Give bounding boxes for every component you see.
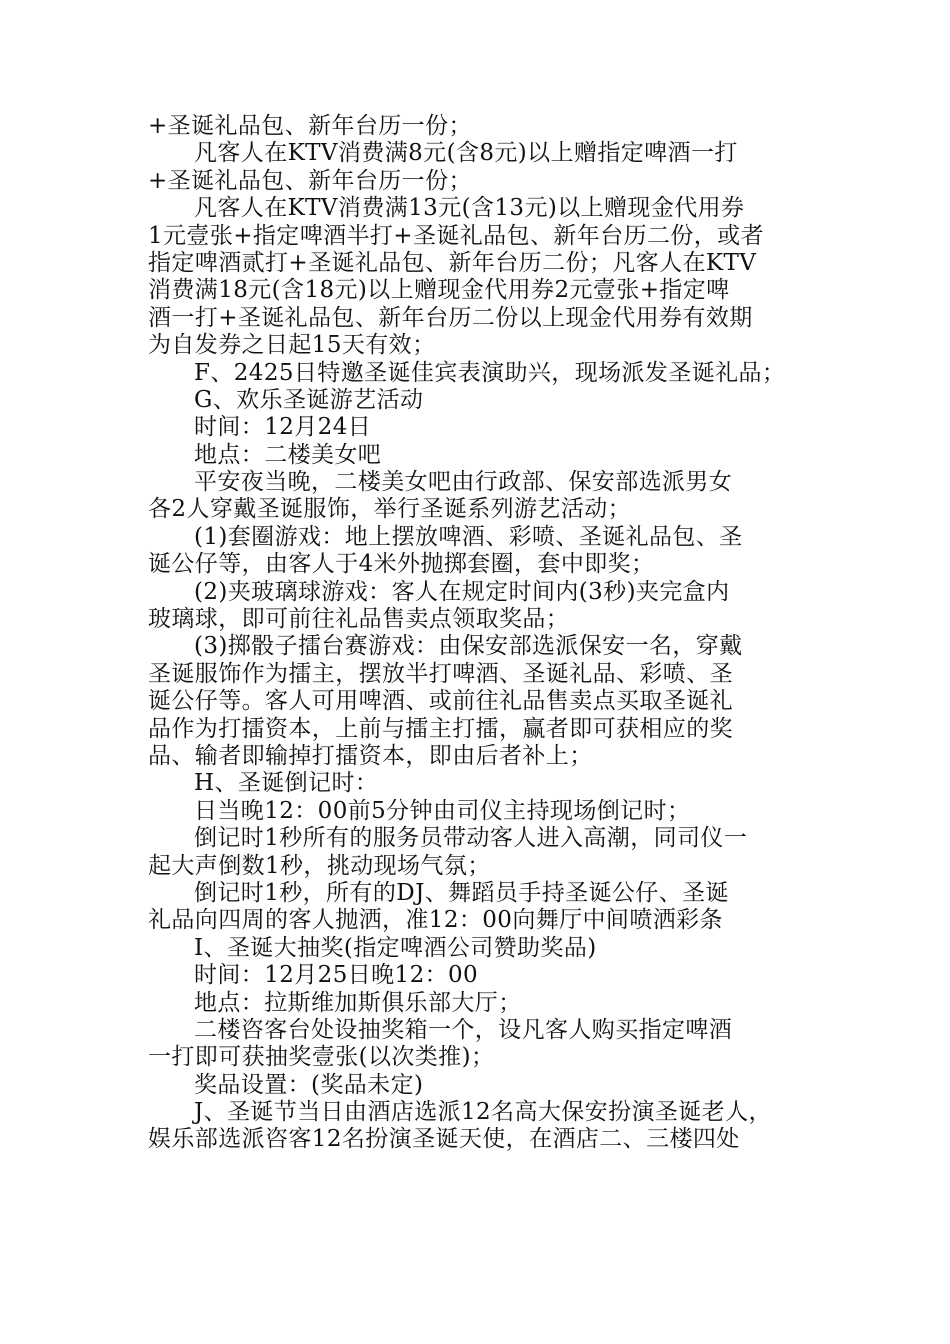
text-line: 诞公仔等，由客人于4米外抛掷套圈，套中即奖； bbox=[148, 551, 655, 578]
text-line: 消费满18元(含18元)以上赠现金代用券2元壹张+指定啤 bbox=[148, 277, 730, 304]
text-line: 圣诞服饰作为擂主，摆放半打啤酒、圣诞礼品、彩喷、圣 bbox=[148, 660, 733, 687]
text-line: (3)掷骰子擂台赛游戏：由保安部选派保安一名，穿戴 bbox=[194, 633, 743, 660]
text-line: (2)夹玻璃球游戏：客人在规定时间内(3秒)夹完盒内 bbox=[194, 578, 730, 605]
text-line: 奖品设置：(奖品未定) bbox=[194, 1071, 424, 1098]
text-line: 地点：拉斯维加斯俱乐部大厅； bbox=[194, 989, 522, 1016]
text-line: 凡客人在KTV消费满13元(含13元)以上赠现金代用券 bbox=[194, 195, 745, 222]
text-line: 日当晚12：00前5分钟由司仪主持现场倒记时； bbox=[194, 797, 691, 824]
text-line: 礼品向四周的客人抛洒，准12：00向舞厅中间喷洒彩条 bbox=[148, 907, 723, 934]
text-line: H、圣诞倒记时： bbox=[194, 770, 379, 797]
text-line: 品、输者即输掉打擂资本，即由后者补上； bbox=[148, 742, 593, 769]
text-line: 凡客人在KTV消费满8元(含8元)以上赠指定啤酒一打 bbox=[194, 140, 738, 167]
text-line: 起大声倒数1秒，挑动现场气氛； bbox=[148, 852, 491, 879]
text-line: I、圣诞大抽奖(指定啤酒公司赞助奖品) bbox=[194, 934, 597, 961]
text-line: 地点：二楼美女吧 bbox=[194, 441, 382, 468]
text-line: 平安夜当晚，二楼美女吧由行政部、保安部选派男女 bbox=[194, 469, 733, 496]
text-line: 酒一打+圣诞礼品包、新年台历二份以上现金代用券有效期 bbox=[148, 304, 753, 331]
text-line: 1元壹张+指定啤酒半打+圣诞礼品包、新年台历二份，或者 bbox=[148, 222, 764, 249]
text-line: +圣诞礼品包、新年台历一份； bbox=[148, 167, 472, 194]
text-line: 品作为打擂资本，上前与擂主打擂，赢者即可获相应的奖 bbox=[148, 715, 733, 742]
text-line: 为自发券之日起15天有效； bbox=[148, 332, 436, 359]
text-line: 各2人穿戴圣诞服饰，举行圣诞系列游艺活动； bbox=[148, 496, 632, 523]
text-line: 倒记时1秒所有的服务员带动客人进入高潮，同司仪一 bbox=[194, 825, 748, 852]
text-line: F、2425日特邀圣诞佳宾表演助兴，现场派发圣诞礼品； bbox=[194, 359, 786, 386]
text-line: 玻璃球，即可前往礼品售卖点领取奖品； bbox=[148, 606, 570, 633]
text-line: 诞公仔等。客人可用啤酒、或前往礼品售卖点买取圣诞礼 bbox=[148, 688, 733, 715]
text-line: +圣诞礼品包、新年台历一份； bbox=[148, 113, 472, 139]
document-body bbox=[148, 113, 828, 1154]
text-line: 二楼咨客台处设抽奖箱一个，设凡客人购买指定啤酒 bbox=[194, 1016, 733, 1043]
text-line: 倒记时1秒，所有的DJ、舞蹈员手持圣诞公仔、圣诞 bbox=[194, 879, 729, 906]
text-line: 时间：12月24日 bbox=[194, 414, 372, 441]
text-line: (1)套圈游戏：地上摆放啤酒、彩喷、圣诞礼品包、圣 bbox=[194, 523, 743, 550]
text-line: 娱乐部选派咨客12名扮演圣诞天使，在酒店二、三楼四处 bbox=[148, 1126, 740, 1153]
text-line: G、欢乐圣诞游艺活动 bbox=[194, 386, 424, 413]
text-line: 一打即可获抽奖壹张(以次类推)； bbox=[148, 1044, 495, 1071]
text-line: J、圣诞节当日由酒店选派12名高大保安扮演圣诞老人， bbox=[194, 1099, 772, 1126]
text-line: 时间：12月25日晚12：00 bbox=[194, 962, 479, 989]
text-line: 指定啤酒贰打+圣诞礼品包、新年台历二份；凡客人在KTV bbox=[148, 249, 757, 276]
